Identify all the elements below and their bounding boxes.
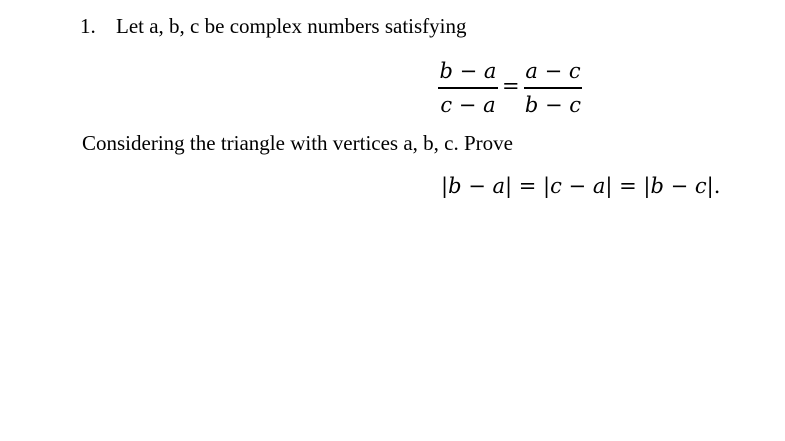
equation-equals: = (502, 74, 520, 98)
problem-intro: Let a, b, c be complex numbers satisfying (116, 14, 467, 38)
fraction-left-numerator: b − a (439, 59, 497, 83)
conclusion-part2: |c − a| (536, 174, 620, 198)
fraction-right-numerator: a − c (525, 59, 581, 83)
conclusion-equals-1: = (518, 174, 537, 198)
conclusion-equation (441, 174, 720, 198)
fraction-left-denominator: c − a (440, 93, 496, 117)
conclusion-part1: |b − a| (441, 174, 519, 198)
conclusion-period: . (713, 174, 721, 198)
problem-statement: Considering the triangle with vertices a, b, c. Prove (82, 131, 513, 155)
fraction-right-denominator: b − c (524, 93, 582, 117)
problem-number: 1. (80, 14, 96, 38)
fraction-right-bar (524, 87, 582, 89)
fraction-right (524, 58, 582, 118)
fraction-left-bar (438, 87, 498, 89)
conclusion-part3: |b − c| (636, 174, 714, 198)
conclusion-equals-2: = (619, 174, 637, 198)
fraction-left (438, 58, 498, 118)
